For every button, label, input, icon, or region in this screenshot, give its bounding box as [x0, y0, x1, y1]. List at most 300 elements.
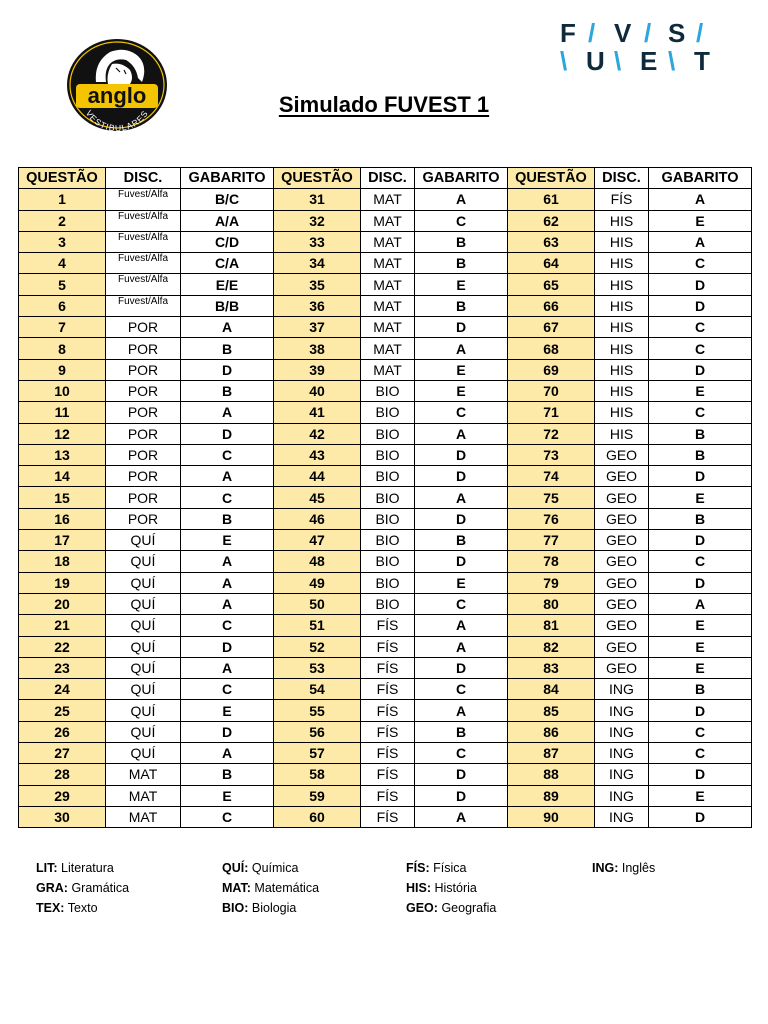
legend-name: Texto	[67, 901, 98, 915]
table-row	[19, 551, 752, 572]
discipline-cell: HIS	[595, 423, 649, 444]
question-number-cell: 58	[274, 764, 361, 785]
question-number-cell: 49	[274, 572, 361, 593]
question-number-cell: 74	[508, 466, 595, 487]
answer-cell: E	[649, 487, 752, 508]
question-number-cell: 62	[508, 210, 595, 231]
question-number-cell: 23	[19, 657, 106, 678]
answer-cell: A	[649, 231, 752, 252]
fuvest-backslash-icon: \	[668, 46, 676, 76]
legend-name: Matemática	[254, 881, 320, 895]
fuvest-logo	[556, 18, 716, 74]
question-number-cell: 68	[508, 338, 595, 359]
question-number-cell: 11	[19, 402, 106, 423]
answer-cell: A	[415, 338, 508, 359]
discipline-cell: HIS	[595, 402, 649, 423]
answer-cell: D	[649, 530, 752, 551]
discipline-cell: MAT	[361, 253, 415, 274]
table-row	[19, 508, 752, 529]
answer-cell: B	[415, 530, 508, 551]
answer-cell: E	[415, 274, 508, 295]
discipline-cell: MAT	[361, 231, 415, 252]
question-number-cell: 79	[508, 572, 595, 593]
discipline-cell: HIS	[595, 231, 649, 252]
question-number-cell: 3	[19, 231, 106, 252]
question-number-cell: 15	[19, 487, 106, 508]
question-number-cell: 2	[19, 210, 106, 231]
discipline-cell: QUÍ	[106, 700, 181, 721]
question-number-cell: 35	[274, 274, 361, 295]
question-number-cell: 4	[19, 253, 106, 274]
answer-cell: A	[415, 189, 508, 210]
question-number-cell: 75	[508, 487, 595, 508]
fuvest-letter-f: F	[560, 18, 576, 48]
question-number-cell: 31	[274, 189, 361, 210]
question-number-cell: 1	[19, 189, 106, 210]
question-number-cell: 17	[19, 530, 106, 551]
question-number-cell: 56	[274, 721, 361, 742]
legend-abbr: GEO:	[406, 901, 438, 915]
table-row	[19, 700, 752, 721]
answer-cell: A	[181, 572, 274, 593]
legend-item	[222, 900, 296, 916]
question-number-cell: 72	[508, 423, 595, 444]
header-questao: QUESTÃO	[508, 168, 595, 189]
discipline-cell: GEO	[595, 551, 649, 572]
answer-cell: B	[649, 444, 752, 465]
question-number-cell: 34	[274, 253, 361, 274]
answer-cell: E	[415, 380, 508, 401]
answer-cell: E	[649, 615, 752, 636]
fuvest-slash-icon: /	[696, 18, 704, 48]
answer-cell: C	[415, 679, 508, 700]
question-number-cell: 64	[508, 253, 595, 274]
question-number-cell: 26	[19, 721, 106, 742]
question-number-cell: 41	[274, 402, 361, 423]
discipline-cell: BIO	[361, 402, 415, 423]
subject-legend	[36, 860, 736, 920]
anglo-subtitle-text: VESTIBULARES	[83, 108, 151, 132]
question-number-cell: 83	[508, 657, 595, 678]
question-number-cell: 22	[19, 636, 106, 657]
question-number-cell: 51	[274, 615, 361, 636]
answer-cell: D	[415, 551, 508, 572]
question-number-cell: 5	[19, 274, 106, 295]
fuvest-letter-e: E	[640, 46, 658, 76]
table-row	[19, 295, 752, 316]
discipline-cell: Fuvest/Alfa	[106, 253, 181, 274]
discipline-cell: ING	[595, 700, 649, 721]
answer-cell: C	[181, 615, 274, 636]
question-number-cell: 67	[508, 317, 595, 338]
answer-cell: B	[415, 721, 508, 742]
discipline-cell: Fuvest/Alfa	[106, 231, 181, 252]
discipline-cell: FÍS	[361, 636, 415, 657]
question-number-cell: 25	[19, 700, 106, 721]
answer-cell: B	[181, 380, 274, 401]
fuvest-slash-icon: /	[644, 18, 652, 48]
discipline-cell: GEO	[595, 508, 649, 529]
question-number-cell: 59	[274, 785, 361, 806]
discipline-cell: FÍS	[361, 615, 415, 636]
discipline-cell: POR	[106, 508, 181, 529]
discipline-cell: POR	[106, 444, 181, 465]
question-number-cell: 8	[19, 338, 106, 359]
discipline-cell: MAT	[361, 189, 415, 210]
question-number-cell: 6	[19, 295, 106, 316]
question-number-cell: 24	[19, 679, 106, 700]
question-number-cell: 28	[19, 764, 106, 785]
question-number-cell: 45	[274, 487, 361, 508]
answer-cell: C	[649, 402, 752, 423]
question-number-cell: 13	[19, 444, 106, 465]
legend-item	[592, 860, 655, 876]
question-number-cell: 78	[508, 551, 595, 572]
fuvest-letter-u: U	[586, 46, 605, 76]
answer-cell: A	[415, 806, 508, 827]
answer-cell: A	[415, 615, 508, 636]
discipline-cell: MAT	[361, 359, 415, 380]
answer-cell: C/A	[181, 253, 274, 274]
answer-cell: A	[649, 593, 752, 614]
table-row	[19, 359, 752, 380]
discipline-cell: POR	[106, 423, 181, 444]
header-questao: QUESTÃO	[274, 168, 361, 189]
fuvest-logo-top-row	[556, 20, 716, 46]
answer-cell: C	[415, 593, 508, 614]
discipline-cell: FÍS	[595, 189, 649, 210]
answer-cell: B	[649, 679, 752, 700]
discipline-cell: MAT	[361, 210, 415, 231]
answer-cell: A	[415, 423, 508, 444]
legend-name: Química	[251, 861, 299, 875]
question-number-cell: 80	[508, 593, 595, 614]
answer-cell: D	[415, 444, 508, 465]
answer-cell: E	[649, 636, 752, 657]
discipline-cell: ING	[595, 679, 649, 700]
discipline-cell: FÍS	[361, 743, 415, 764]
page-title: Simulado FUVEST 1	[278, 92, 490, 117]
table-row	[19, 764, 752, 785]
legend-item	[36, 880, 129, 896]
question-number-cell: 52	[274, 636, 361, 657]
answer-cell: D	[649, 572, 752, 593]
question-number-cell: 57	[274, 743, 361, 764]
question-number-cell: 86	[508, 721, 595, 742]
legend-item	[406, 900, 496, 916]
answer-cell: B	[415, 295, 508, 316]
legend-abbr: TEX:	[36, 901, 65, 915]
question-number-cell: 54	[274, 679, 361, 700]
legend-name: Biologia	[251, 901, 297, 915]
question-number-cell: 39	[274, 359, 361, 380]
header-gabarito: GABARITO	[415, 168, 508, 189]
table-row	[19, 530, 752, 551]
discipline-cell: HIS	[595, 338, 649, 359]
table-row	[19, 743, 752, 764]
discipline-cell: BIO	[361, 466, 415, 487]
discipline-cell: BIO	[361, 551, 415, 572]
discipline-cell: BIO	[361, 444, 415, 465]
discipline-cell: HIS	[595, 380, 649, 401]
answer-cell: B	[415, 253, 508, 274]
header-disc: DISC.	[595, 168, 649, 189]
question-number-cell: 81	[508, 615, 595, 636]
legend-name: Literatura	[61, 861, 114, 875]
table-row	[19, 615, 752, 636]
answer-cell: B	[181, 338, 274, 359]
legend-name: Geografia	[441, 901, 497, 915]
table-row	[19, 402, 752, 423]
answer-cell: C	[649, 721, 752, 742]
header-disc: DISC.	[361, 168, 415, 189]
discipline-cell: HIS	[595, 210, 649, 231]
discipline-cell: GEO	[595, 466, 649, 487]
legend-abbr: MAT:	[222, 881, 251, 895]
question-number-cell: 30	[19, 806, 106, 827]
question-number-cell: 18	[19, 551, 106, 572]
question-number-cell: 66	[508, 295, 595, 316]
discipline-cell: FÍS	[361, 785, 415, 806]
table-row	[19, 572, 752, 593]
answer-cell: E/E	[181, 274, 274, 295]
answer-cell: D	[649, 274, 752, 295]
discipline-cell: GEO	[595, 572, 649, 593]
answer-cell: B/C	[181, 189, 274, 210]
table-row	[19, 380, 752, 401]
discipline-cell: GEO	[595, 657, 649, 678]
discipline-cell: QUÍ	[106, 636, 181, 657]
discipline-cell: FÍS	[361, 806, 415, 827]
question-number-cell: 32	[274, 210, 361, 231]
answer-cell: E	[649, 785, 752, 806]
answer-cell: E	[181, 700, 274, 721]
anglo-brand-text: anglo	[87, 83, 147, 108]
discipline-cell: Fuvest/Alfa	[106, 295, 181, 316]
discipline-cell: POR	[106, 487, 181, 508]
answer-cell: C	[415, 402, 508, 423]
question-number-cell: 61	[508, 189, 595, 210]
table-row	[19, 721, 752, 742]
answer-cell: C/D	[181, 231, 274, 252]
discipline-cell: POR	[106, 359, 181, 380]
table-row	[19, 231, 752, 252]
answer-cell: B	[181, 764, 274, 785]
answer-cell: D	[415, 466, 508, 487]
discipline-cell: Fuvest/Alfa	[106, 189, 181, 210]
legend-abbr: BIO:	[222, 901, 249, 915]
question-number-cell: 69	[508, 359, 595, 380]
question-number-cell: 71	[508, 402, 595, 423]
question-number-cell: 12	[19, 423, 106, 444]
question-number-cell: 87	[508, 743, 595, 764]
answer-cell: A	[181, 743, 274, 764]
answer-cell: D	[649, 359, 752, 380]
discipline-cell: BIO	[361, 487, 415, 508]
answer-cell: A	[181, 657, 274, 678]
question-number-cell: 40	[274, 380, 361, 401]
question-number-cell: 82	[508, 636, 595, 657]
discipline-cell: MAT	[361, 274, 415, 295]
discipline-cell: BIO	[361, 508, 415, 529]
answer-cell: D	[181, 721, 274, 742]
question-number-cell: 73	[508, 444, 595, 465]
discipline-cell: POR	[106, 338, 181, 359]
discipline-cell: QUÍ	[106, 572, 181, 593]
answer-cell: C	[415, 743, 508, 764]
answer-cell: A	[415, 487, 508, 508]
header-questao: QUESTÃO	[19, 168, 106, 189]
legend-item	[222, 880, 319, 896]
discipline-cell: FÍS	[361, 679, 415, 700]
discipline-cell: HIS	[595, 317, 649, 338]
discipline-cell: GEO	[595, 593, 649, 614]
discipline-cell: GEO	[595, 530, 649, 551]
table-row	[19, 785, 752, 806]
question-number-cell: 14	[19, 466, 106, 487]
question-number-cell: 63	[508, 231, 595, 252]
legend-abbr: FÍS:	[406, 861, 430, 875]
discipline-cell: GEO	[595, 487, 649, 508]
legend-item	[406, 860, 466, 876]
answer-cell: D	[649, 700, 752, 721]
answer-cell: E	[649, 210, 752, 231]
legend-name: Física	[433, 861, 467, 875]
discipline-cell: POR	[106, 317, 181, 338]
discipline-cell: FÍS	[361, 764, 415, 785]
answer-cell: D	[415, 657, 508, 678]
answer-cell: A	[181, 317, 274, 338]
question-number-cell: 10	[19, 380, 106, 401]
legend-item	[222, 860, 298, 876]
discipline-cell: QUÍ	[106, 530, 181, 551]
header-gabarito: GABARITO	[181, 168, 274, 189]
discipline-cell: MAT	[106, 764, 181, 785]
legend-item	[406, 880, 477, 896]
answer-cell: C	[649, 317, 752, 338]
legend-abbr: GRA:	[36, 881, 68, 895]
question-number-cell: 90	[508, 806, 595, 827]
table-row	[19, 593, 752, 614]
answer-cell: D	[649, 295, 752, 316]
discipline-cell: ING	[595, 721, 649, 742]
discipline-cell: MAT	[106, 806, 181, 827]
answer-cell: D	[649, 806, 752, 827]
legend-abbr: ING:	[592, 861, 619, 875]
header-disc: DISC.	[106, 168, 181, 189]
question-number-cell: 9	[19, 359, 106, 380]
table-row	[19, 657, 752, 678]
discipline-cell: MAT	[361, 338, 415, 359]
legend-item	[36, 900, 98, 916]
question-number-cell: 53	[274, 657, 361, 678]
answer-cell: D	[415, 785, 508, 806]
question-number-cell: 55	[274, 700, 361, 721]
fuvest-backslash-icon: \	[560, 46, 568, 76]
answer-cell: A	[181, 402, 274, 423]
legend-name: História	[434, 881, 477, 895]
discipline-cell: QUÍ	[106, 679, 181, 700]
answer-cell: A	[649, 189, 752, 210]
answer-cell: A	[415, 700, 508, 721]
discipline-cell: QUÍ	[106, 743, 181, 764]
answer-cell: D	[181, 423, 274, 444]
question-number-cell: 29	[19, 785, 106, 806]
table-row	[19, 444, 752, 465]
answer-cell: A	[181, 551, 274, 572]
question-number-cell: 84	[508, 679, 595, 700]
legend-abbr: HIS:	[406, 881, 431, 895]
discipline-cell: FÍS	[361, 721, 415, 742]
table-header-row	[19, 168, 752, 189]
answer-cell: A	[415, 636, 508, 657]
table-body	[19, 189, 752, 828]
table-row	[19, 338, 752, 359]
question-number-cell: 7	[19, 317, 106, 338]
question-number-cell: 70	[508, 380, 595, 401]
answer-cell: C	[181, 444, 274, 465]
question-number-cell: 43	[274, 444, 361, 465]
table-row	[19, 636, 752, 657]
question-number-cell: 48	[274, 551, 361, 572]
answer-cell: E	[649, 657, 752, 678]
answer-cell: B	[181, 508, 274, 529]
answer-cell: C	[649, 338, 752, 359]
answer-cell: C	[649, 253, 752, 274]
question-number-cell: 37	[274, 317, 361, 338]
table-row	[19, 317, 752, 338]
answer-cell: E	[181, 530, 274, 551]
question-number-cell: 50	[274, 593, 361, 614]
discipline-cell: MAT	[106, 785, 181, 806]
table-row	[19, 466, 752, 487]
table-row	[19, 679, 752, 700]
answer-cell: A/A	[181, 210, 274, 231]
answer-cell: B	[649, 423, 752, 444]
discipline-cell: HIS	[595, 359, 649, 380]
legend-name: Inglês	[621, 861, 656, 875]
question-number-cell: 38	[274, 338, 361, 359]
question-number-cell: 44	[274, 466, 361, 487]
question-number-cell: 46	[274, 508, 361, 529]
header-gabarito: GABARITO	[649, 168, 752, 189]
legend-abbr: LIT:	[36, 861, 58, 875]
legend-item	[36, 860, 114, 876]
discipline-cell: ING	[595, 743, 649, 764]
question-number-cell: 21	[19, 615, 106, 636]
table-header	[19, 168, 752, 189]
question-number-cell: 77	[508, 530, 595, 551]
discipline-cell: ING	[595, 806, 649, 827]
answer-cell: C	[181, 487, 274, 508]
discipline-cell: Fuvest/Alfa	[106, 274, 181, 295]
question-number-cell: 60	[274, 806, 361, 827]
answer-cell: B	[415, 231, 508, 252]
question-number-cell: 16	[19, 508, 106, 529]
question-number-cell: 20	[19, 593, 106, 614]
discipline-cell: POR	[106, 380, 181, 401]
fuvest-letter-t: T	[694, 46, 710, 76]
answer-cell: C	[181, 679, 274, 700]
fuvest-letter-s: S	[668, 18, 686, 48]
legend-name: Gramática	[71, 881, 130, 895]
fuvest-logo-bottom-row	[556, 48, 716, 74]
discipline-cell: QUÍ	[106, 721, 181, 742]
discipline-cell: POR	[106, 402, 181, 423]
discipline-cell: QUÍ	[106, 615, 181, 636]
discipline-cell: BIO	[361, 572, 415, 593]
table-row	[19, 806, 752, 827]
